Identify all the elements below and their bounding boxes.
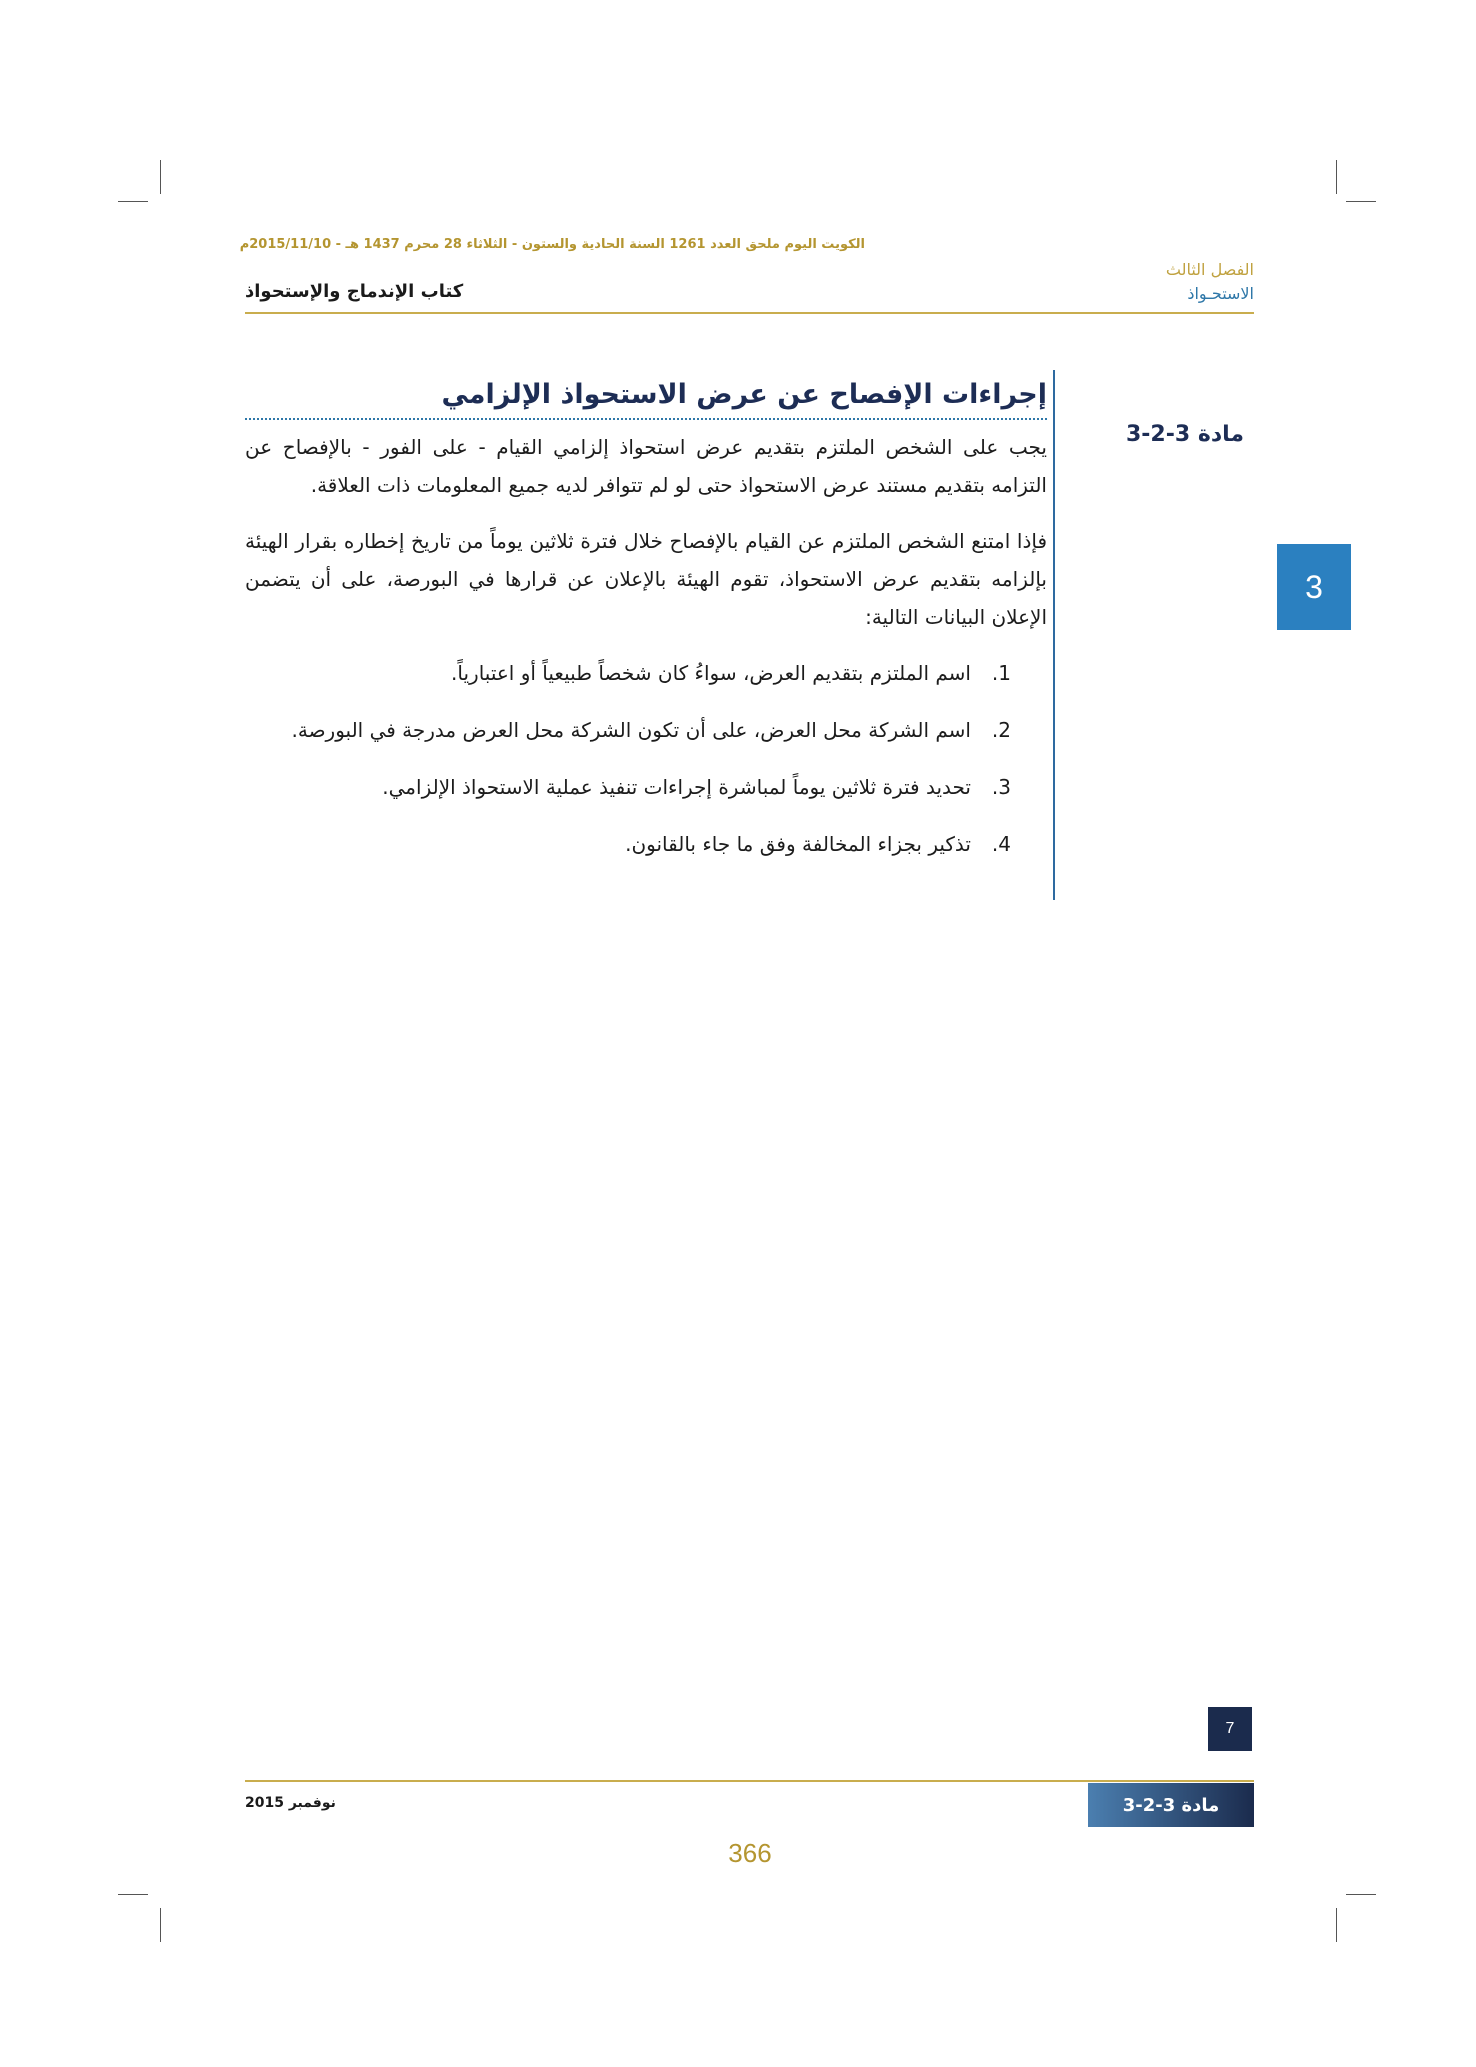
list-item xyxy=(245,825,1047,863)
crop-mark xyxy=(1346,1894,1376,1895)
gazette-issue-line: الكويت اليوم ملحق العدد 1261 السنة الحادية والستون - الثلاثاء 28 محرم 1437 هـ - 2015/11/10م xyxy=(239,237,865,252)
list-item xyxy=(245,768,1047,806)
article-label: مادة 3-2-3 xyxy=(1125,422,1244,447)
list-item-text: اسم الملتزم بتقديم العرض، سواءُ كان شخصاً طبيعياً أو اعتبارياً. xyxy=(451,661,971,685)
list-item-number: 1. xyxy=(991,661,1011,685)
chapter-heading xyxy=(1166,258,1254,306)
chapter-number-tab: 3 xyxy=(1277,544,1351,630)
footer-divider xyxy=(245,1780,1254,1782)
list-item-number: 2. xyxy=(991,718,1011,742)
paragraph: يجب على الشخص الملتزم بتقديم عرض استحواذ إلزامي القيام - على الفور - بالإفصاح عن التزامه بتقديم مستند عرض الاستحواذ حتى لو لم تتوافر لديه جميع المعلومات ذات العلاقة. xyxy=(245,435,1047,497)
article-body xyxy=(245,370,1055,900)
section-title: إجراءات الإفصاح عن عرض الاستحواذ الإلزامي xyxy=(245,370,1047,420)
header-divider xyxy=(245,312,1254,314)
list-item-number: 4. xyxy=(991,832,1011,856)
paragraph: فإذا امتنع الشخص الملتزم عن القيام بالإفصاح خلال فترة ثلاثين يوماً من تاريخ إخطاره بقرار الهيئة بإلزامه بتقديم عرض الاستحواذ، تقوم الهيئة بالإعلان عن قرارها في البورصة، على أن يتضمن الإعلان البيانات التالية: xyxy=(245,529,1047,629)
footer-article-tab: مادة 3-2-3 xyxy=(1088,1783,1254,1827)
crop-mark xyxy=(160,160,161,194)
chapter-subtitle: الاستحـواذ xyxy=(1187,284,1254,303)
crop-mark xyxy=(160,1908,161,1942)
requirements-list xyxy=(245,654,1047,863)
list-item-text: تذكير بجزاء المخالفة وفق ما جاء بالقانون. xyxy=(625,832,971,856)
crop-mark xyxy=(118,1894,148,1895)
crop-mark xyxy=(1346,201,1376,202)
book-title: كتاب الإندماج والإستحواذ xyxy=(245,281,464,302)
chapter-title: الفصل الثالث xyxy=(1165,260,1254,279)
crop-mark xyxy=(118,201,148,202)
page-number: 366 xyxy=(728,1838,772,1868)
footer-date: نوفمبر 2015 xyxy=(245,1795,336,1811)
list-item-text: اسم الشركة محل العرض، على أن تكون الشركة محل العرض مدرجة في البورصة. xyxy=(291,718,971,742)
list-item xyxy=(245,654,1047,692)
page-badge: 7 xyxy=(1208,1707,1252,1751)
list-item-number: 3. xyxy=(991,775,1011,799)
list-item-text: تحديد فترة ثلاثين يوماً لمباشرة إجراءات تنفيذ عملية الاستحواذ الإلزامي. xyxy=(382,775,971,799)
list-item xyxy=(245,711,1047,749)
crop-mark xyxy=(1336,1908,1337,1942)
crop-mark xyxy=(1336,160,1337,194)
